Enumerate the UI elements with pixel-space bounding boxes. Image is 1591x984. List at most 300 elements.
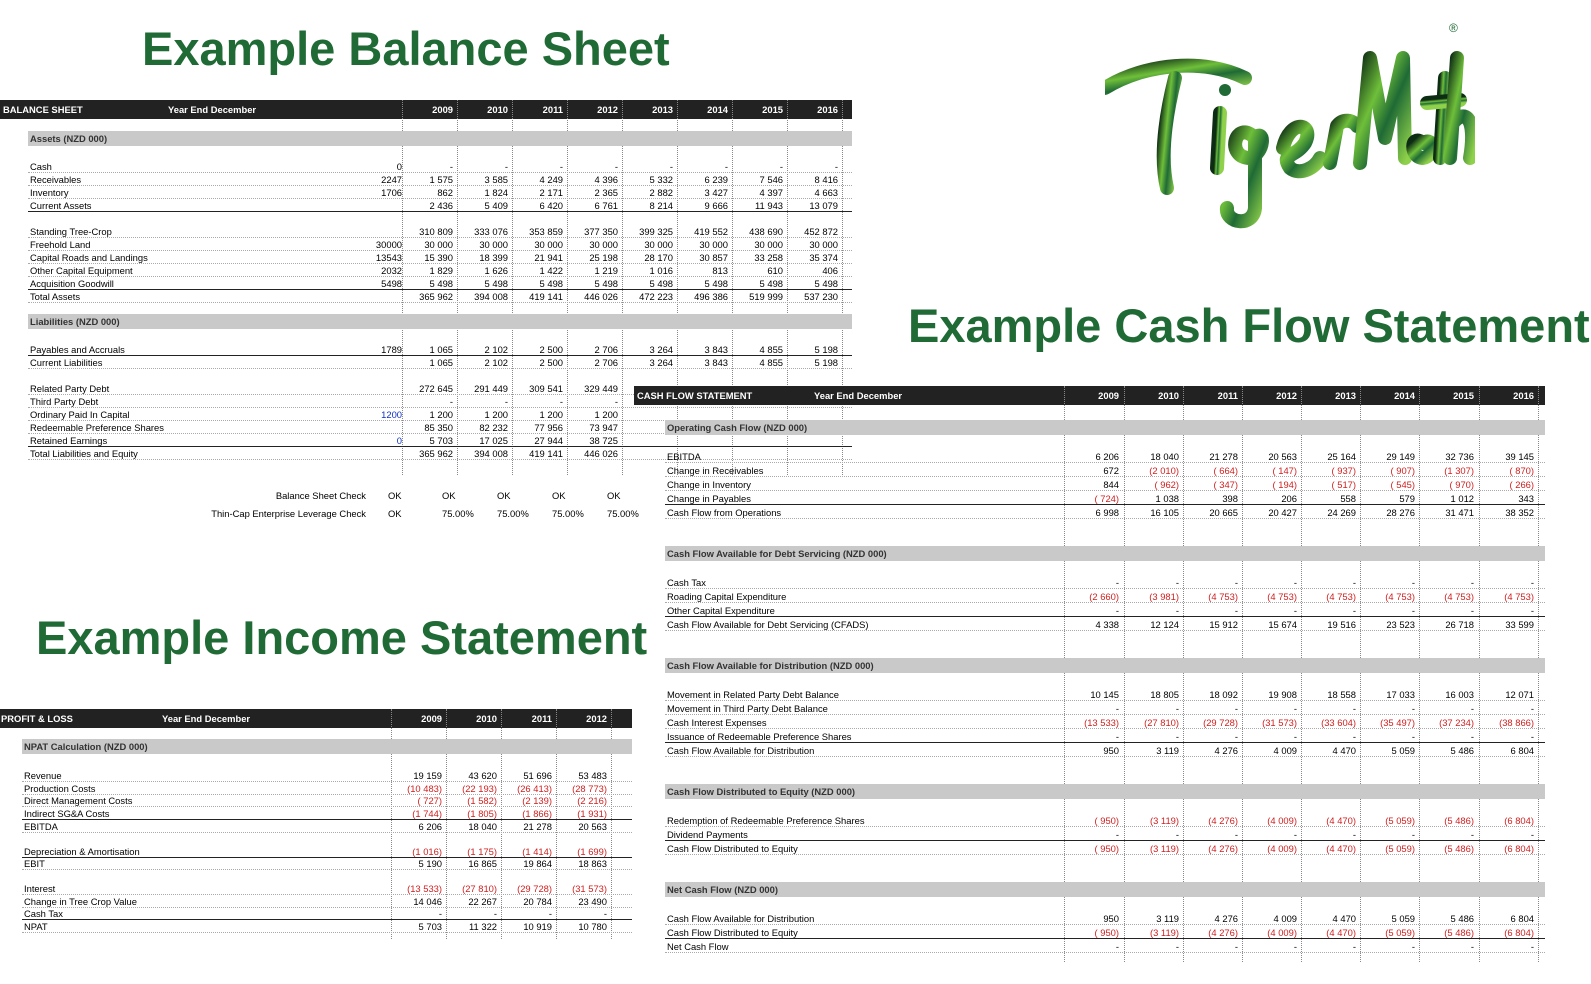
cell-value: (1 582) (467, 795, 497, 807)
cell-value: 496 386 (694, 291, 728, 302)
balance-sheet-title: Example Balance Sheet (142, 22, 670, 75)
cell-value: 30 000 (534, 239, 563, 250)
cell-value: 23 490 (578, 895, 607, 907)
cell-value: 5 198 (814, 357, 838, 368)
cell-value: (1 931) (577, 808, 607, 820)
cell-value: 558 (1340, 493, 1356, 504)
cell-value: 23 523 (1386, 619, 1415, 630)
income-statement-table (0, 709, 632, 939)
cell-value: 19 864 (523, 858, 552, 870)
cell-value: 1 012 (1450, 493, 1474, 504)
cell-value: 5 409 (484, 200, 508, 211)
year-header: 2011 (531, 713, 552, 724)
row-label: Acquisition Goodwill (30, 278, 114, 289)
registered-mark: ® (1449, 21, 1458, 35)
cell-value: (4 753) (1267, 591, 1297, 602)
table-row (28, 199, 852, 212)
cell-value: - (1115, 577, 1119, 588)
cell-value: (1 414) (522, 845, 552, 857)
row-label: Cash Flow Available for Distribution (667, 745, 815, 756)
table-row (665, 828, 1545, 841)
cell-value: - (559, 396, 563, 407)
cell-value: 2 171 (539, 187, 563, 198)
cell-value: (4 470) (1326, 815, 1356, 826)
cell-value: - (834, 161, 838, 172)
cell-value: 446 026 (584, 448, 618, 459)
row-label: Payables and Accruals (30, 344, 125, 355)
table-row (665, 492, 1545, 505)
cell-value: - (1175, 703, 1179, 714)
cell-value: (5 486) (1444, 843, 1474, 854)
check-value: OK (497, 490, 511, 501)
cell-value: 21 278 (523, 820, 552, 832)
row-label: Change in Receivables (667, 465, 764, 476)
year-header: 2011 (1217, 390, 1238, 401)
cell-value: 30 857 (699, 252, 728, 263)
cell-value: (4 276) (1208, 815, 1238, 826)
cell-value: (5 059) (1385, 927, 1415, 938)
cell-value: (26 413) (517, 782, 552, 794)
check-value: OK (442, 490, 456, 501)
row-label: EBITDA (667, 451, 701, 462)
cell-value: (5 059) (1385, 815, 1415, 826)
cell-value: 438 690 (749, 226, 783, 237)
cell-value: - (1352, 731, 1356, 742)
opening-value: 2247 (381, 174, 402, 185)
cell-value: - (1530, 703, 1534, 714)
year-header: 2011 (542, 104, 563, 115)
row-label: Total Assets (30, 291, 81, 302)
table-row (28, 238, 852, 251)
cell-value: (3 119) (1149, 843, 1179, 854)
check-label: Balance Sheet Check (275, 490, 366, 501)
row-label: Change in Inventory (667, 479, 751, 490)
row-label: Standing Tree-Crop (30, 226, 112, 237)
cell-value: (37 234) (1439, 717, 1474, 728)
cell-value: 18 399 (479, 252, 508, 263)
cell-value: - (614, 161, 618, 172)
cell-value: - (1352, 703, 1356, 714)
cell-value: 18 040 (1150, 451, 1179, 462)
cell-value: 206 (1281, 493, 1297, 504)
cell-value: 1 200 (484, 409, 508, 420)
year-header: 2010 (487, 104, 508, 115)
row-label: Dividend Payments (667, 829, 748, 840)
year-header: 2009 (1098, 390, 1119, 401)
cell-value: 8 214 (649, 200, 673, 211)
cell-value: - (1530, 605, 1534, 616)
section-band (665, 658, 1545, 673)
sheet-header-title: CASH FLOW STATEMENT (637, 390, 753, 401)
opening-value: 30000 (375, 239, 402, 250)
cell-value: 2 500 (539, 344, 563, 355)
cell-value: 5 498 (539, 278, 563, 289)
cell-value: ( 194) (1272, 479, 1297, 490)
year-header: 2014 (707, 104, 728, 115)
year-header: 2013 (652, 104, 673, 115)
cell-value: - (1470, 605, 1474, 616)
section-title: Operating Cash Flow (NZD 000) (667, 422, 808, 433)
cell-value: (5 486) (1444, 815, 1474, 826)
cell-value: 29 149 (1386, 451, 1415, 462)
cell-value: 446 026 (584, 291, 618, 302)
cell-value: (28 773) (572, 782, 607, 794)
section-band (665, 420, 1545, 435)
year-header: 2012 (586, 713, 607, 724)
cell-value: 309 541 (529, 383, 563, 394)
row-label: Cash Tax (24, 908, 63, 920)
cell-value: (4 009) (1267, 843, 1297, 854)
opening-value: 1706 (381, 187, 402, 198)
cell-value: 18 863 (578, 858, 607, 870)
section-band (665, 784, 1545, 799)
table-row (22, 807, 632, 820)
income-statement-title: Example Income Statement (36, 611, 648, 664)
cell-value: 2 500 (539, 357, 563, 368)
cell-value: 579 (1399, 493, 1415, 504)
cell-value: 30 000 (479, 239, 508, 250)
cell-value: 28 276 (1386, 507, 1415, 518)
cell-value: - (1115, 703, 1119, 714)
cell-value: 5 498 (814, 278, 838, 289)
row-label: Related Party Debt (30, 383, 110, 394)
cell-value: 4 009 (1273, 745, 1297, 756)
cell-value: (4 470) (1326, 843, 1356, 854)
cell-value: 73 947 (589, 422, 618, 433)
table-row (28, 186, 852, 199)
cell-value: 3 585 (484, 174, 508, 185)
table-row (665, 744, 1545, 757)
cell-value: 18 040 (468, 820, 497, 832)
cell-value: 419 552 (694, 226, 728, 237)
cell-value: 39 145 (1505, 451, 1534, 462)
year-header: 2012 (1276, 390, 1297, 401)
cell-value: 6 206 (418, 820, 442, 832)
cell-value: (6 804) (1504, 927, 1534, 938)
cell-value: - (1234, 731, 1238, 742)
check-value: OK (388, 490, 402, 501)
cell-value: 4 338 (1095, 619, 1119, 630)
cell-value: 13 079 (809, 200, 838, 211)
cell-value: ( 937) (1331, 465, 1356, 476)
row-label: Cash (30, 161, 52, 172)
cell-value: - (1234, 941, 1238, 952)
row-label: Receivables (30, 174, 82, 185)
row-label: Cash Flow Available for Debt Servicing (CFADS) (667, 619, 869, 630)
cell-value: 950 (1103, 913, 1119, 924)
cell-value: 18 805 (1150, 689, 1179, 700)
table-row (665, 940, 1545, 953)
cell-value: 5 059 (1391, 745, 1415, 756)
table-row (22, 920, 632, 933)
cell-value: - (1293, 731, 1297, 742)
cell-value: (1 744) (412, 808, 442, 820)
opening-value: 0 (396, 161, 402, 172)
cell-value: - (669, 161, 673, 172)
cell-value: - (1411, 941, 1415, 952)
cell-value: 399 325 (639, 226, 673, 237)
cell-value: 19 516 (1327, 619, 1356, 630)
cell-value: 1 065 (429, 344, 453, 355)
opening-value: 1200 (381, 409, 402, 420)
cell-value: 398 (1222, 493, 1238, 504)
cell-value: - (1293, 941, 1297, 952)
cell-value: (31 573) (572, 882, 607, 894)
row-label: Depreciation & Amortisation (24, 845, 140, 857)
cell-value: (4 009) (1267, 815, 1297, 826)
cell-value: - (1115, 829, 1119, 840)
check-value: OK (607, 490, 621, 501)
cell-value: 4 276 (1214, 913, 1238, 924)
cell-value: - (1470, 941, 1474, 952)
cell-value: (33 604) (1321, 717, 1356, 728)
row-label: Cash Tax (667, 577, 706, 588)
table-row (28, 264, 852, 277)
year-header: 2009 (432, 104, 453, 115)
row-label: Production Costs (24, 782, 96, 794)
cell-value: 20 427 (1268, 507, 1297, 518)
cell-value: 394 008 (474, 291, 508, 302)
cell-value: 1 575 (429, 174, 453, 185)
row-label: Cash Flow from Operations (667, 507, 782, 518)
cell-value: 20 784 (523, 895, 552, 907)
cell-value: 12 124 (1150, 619, 1179, 630)
cell-value: 365 962 (419, 448, 453, 459)
row-label: Direct Management Costs (24, 795, 133, 807)
cell-value: 333 076 (474, 226, 508, 237)
cell-value: 5 498 (429, 278, 453, 289)
cell-value: 32 736 (1445, 451, 1474, 462)
cell-value: 2 436 (429, 200, 453, 211)
year-header: 2013 (1335, 390, 1356, 401)
cell-value: 20 563 (1268, 451, 1297, 462)
section-title: Liabilities (NZD 000) (30, 316, 120, 327)
cell-value: (3 119) (1149, 927, 1179, 938)
cell-value: 16 003 (1445, 689, 1474, 700)
cell-value: 3 843 (704, 344, 728, 355)
cell-value: 5 703 (418, 921, 442, 932)
year-header: 2015 (1453, 390, 1474, 401)
cell-value: - (1175, 829, 1179, 840)
cell-value: (3 119) (1149, 815, 1179, 826)
cell-value: 30 000 (754, 239, 783, 250)
cell-value: 3 264 (649, 344, 673, 355)
cell-value: ( 266) (1509, 479, 1534, 490)
cell-value: (4 009) (1267, 927, 1297, 938)
cell-value: 2 102 (484, 357, 508, 368)
cell-value: 10 919 (523, 921, 552, 932)
cell-value: - (1530, 731, 1534, 742)
row-label: Redemption of Redeemable Preference Shares (667, 815, 865, 826)
cell-value: 10 780 (578, 921, 607, 932)
table-row (22, 820, 632, 833)
cell-value: 9 666 (704, 200, 728, 211)
year-header: 2014 (1394, 390, 1415, 401)
cell-value: 22 267 (468, 895, 497, 907)
cell-value: 4 663 (814, 187, 838, 198)
section-title: Cash Flow Available for Distribution (NZD 000) (667, 660, 874, 671)
cell-value: 394 008 (474, 448, 508, 459)
cell-value: 4 396 (594, 174, 618, 185)
cell-value: 1 200 (539, 409, 563, 420)
cell-value: (1 866) (522, 808, 552, 820)
check-value: OK (388, 508, 402, 519)
cell-value: 30 000 (424, 239, 453, 250)
cell-value: 5 486 (1450, 745, 1474, 756)
cell-value: - (548, 908, 552, 920)
cell-value: 6 761 (594, 200, 618, 211)
section-band (28, 131, 852, 146)
cell-value: 2 365 (594, 187, 618, 198)
row-label: Cash Interest Expenses (667, 717, 767, 728)
row-label: Cash Flow Distributed to Equity (667, 843, 798, 854)
cell-value: 24 269 (1327, 507, 1356, 518)
table-row (665, 590, 1545, 603)
sheet-header (0, 100, 852, 119)
balance-sheet-checks (0, 490, 640, 520)
year-header: 2016 (1513, 390, 1534, 401)
row-label: Roading Capital Expenditure (667, 591, 787, 602)
table-row (28, 251, 852, 264)
cell-value: 10 145 (1090, 689, 1119, 700)
cell-value: 1 829 (429, 265, 453, 276)
cell-value: 5 486 (1450, 913, 1474, 924)
table-row (665, 912, 1545, 925)
cell-value: 353 859 (529, 226, 563, 237)
cell-value: 77 956 (534, 422, 563, 433)
row-label: Retained Earnings (30, 435, 108, 446)
check-value: 75.00% (442, 508, 474, 519)
cell-value: 15 390 (424, 252, 453, 263)
cell-value: (38 866) (1499, 717, 1534, 728)
cell-value: - (1470, 703, 1474, 714)
check-value: OK (552, 490, 566, 501)
cell-value: 950 (1103, 745, 1119, 756)
check-label: Thin-Cap Enterprise Leverage Check (211, 508, 366, 519)
cell-value: 6 239 (704, 174, 728, 185)
cell-value: 5 059 (1391, 913, 1415, 924)
cell-value: (4 753) (1385, 591, 1415, 602)
check-value: 75.00% (552, 508, 584, 519)
cell-value: 18 092 (1209, 689, 1238, 700)
row-label: EBITDA (24, 820, 58, 832)
cell-value: (13 533) (407, 882, 442, 894)
table-row (22, 882, 632, 895)
cell-value: 30 000 (809, 239, 838, 250)
cell-value: 20 563 (578, 820, 607, 832)
cell-value: 6 804 (1510, 745, 1534, 756)
cell-value: 5 498 (649, 278, 673, 289)
cell-value: - (1352, 605, 1356, 616)
cell-value: 2 882 (649, 187, 673, 198)
cell-value: ( 727) (417, 795, 442, 807)
table-row (665, 478, 1545, 491)
year-header: 2015 (762, 104, 783, 115)
cell-value: 8 416 (814, 174, 838, 185)
cell-value: (29 728) (517, 882, 552, 894)
table-row (28, 343, 852, 356)
cell-value: (4 753) (1504, 591, 1534, 602)
cell-value: (2 660) (1089, 591, 1119, 602)
table-row (22, 895, 632, 908)
cell-value: 31 471 (1445, 507, 1474, 518)
cell-value: 4 855 (759, 357, 783, 368)
row-label: Interest (24, 882, 56, 894)
cell-value: 5 198 (814, 344, 838, 355)
cell-value: - (438, 908, 442, 920)
table-row (665, 464, 1545, 477)
section-title: Assets (NZD 000) (30, 133, 108, 144)
cell-value: 1 824 (484, 187, 508, 198)
cell-value: 35 374 (809, 252, 838, 263)
cell-value: 6 206 (1095, 451, 1119, 462)
row-label: Redeemable Preference Shares (30, 422, 164, 433)
table-row (22, 857, 632, 870)
table-row (22, 794, 632, 807)
cell-value: (4 753) (1326, 591, 1356, 602)
cell-value: - (1352, 941, 1356, 952)
cell-value: - (1411, 605, 1415, 616)
cell-value: 4 855 (759, 344, 783, 355)
cell-value: 16 865 (468, 858, 497, 870)
row-label: Total Liabilities and Equity (30, 448, 138, 459)
cell-value: 1 626 (484, 265, 508, 276)
cell-value: (4 753) (1208, 591, 1238, 602)
opening-value: 0 (396, 435, 402, 446)
table-row (665, 702, 1545, 715)
cell-value: 3 843 (704, 357, 728, 368)
opening-value: 5498 (381, 278, 402, 289)
cell-value: 30 000 (644, 239, 673, 250)
cell-value: (29 728) (1203, 717, 1238, 728)
cell-value: 4 470 (1332, 745, 1356, 756)
cell-value: ( 950) (1094, 815, 1119, 826)
cell-value: 19 159 (413, 770, 442, 781)
cell-value: 5 190 (418, 858, 442, 870)
row-label: Cash Flow Available for Distribution (667, 913, 815, 924)
cell-value: 291 449 (474, 383, 508, 394)
cell-value: 3 119 (1156, 745, 1179, 756)
table-row (28, 225, 852, 238)
cell-value: 33 599 (1505, 619, 1534, 630)
section-title: Cash Flow Distributed to Equity (NZD 000) (667, 786, 856, 797)
cell-value: 5 498 (484, 278, 508, 289)
table-row (22, 907, 632, 920)
cell-value: 1 065 (429, 357, 453, 368)
cell-value: - (1352, 577, 1356, 588)
table-row (22, 769, 632, 782)
cell-value: 11 322 (469, 921, 497, 932)
cell-value: 21 278 (1209, 451, 1238, 462)
cell-value: 472 223 (639, 291, 673, 302)
cell-value: - (1411, 829, 1415, 840)
cell-value: 25 198 (589, 252, 618, 263)
cell-value: 4 470 (1332, 913, 1356, 924)
check-value: 75.00% (497, 508, 529, 519)
cell-value: 1 016 (649, 265, 673, 276)
cell-value: (35 497) (1380, 717, 1415, 728)
cell-value: (4 470) (1326, 927, 1356, 938)
row-label: NPAT (24, 921, 48, 932)
row-label: Change in Payables (667, 493, 751, 504)
cell-value: 452 872 (804, 226, 838, 237)
cell-value: - (559, 161, 563, 172)
row-label: Cash Flow Distributed to Equity (667, 927, 798, 938)
cell-value: - (1234, 829, 1238, 840)
cell-value: - (1115, 605, 1119, 616)
cell-value: - (504, 161, 508, 172)
cell-value: ( 950) (1094, 843, 1119, 854)
